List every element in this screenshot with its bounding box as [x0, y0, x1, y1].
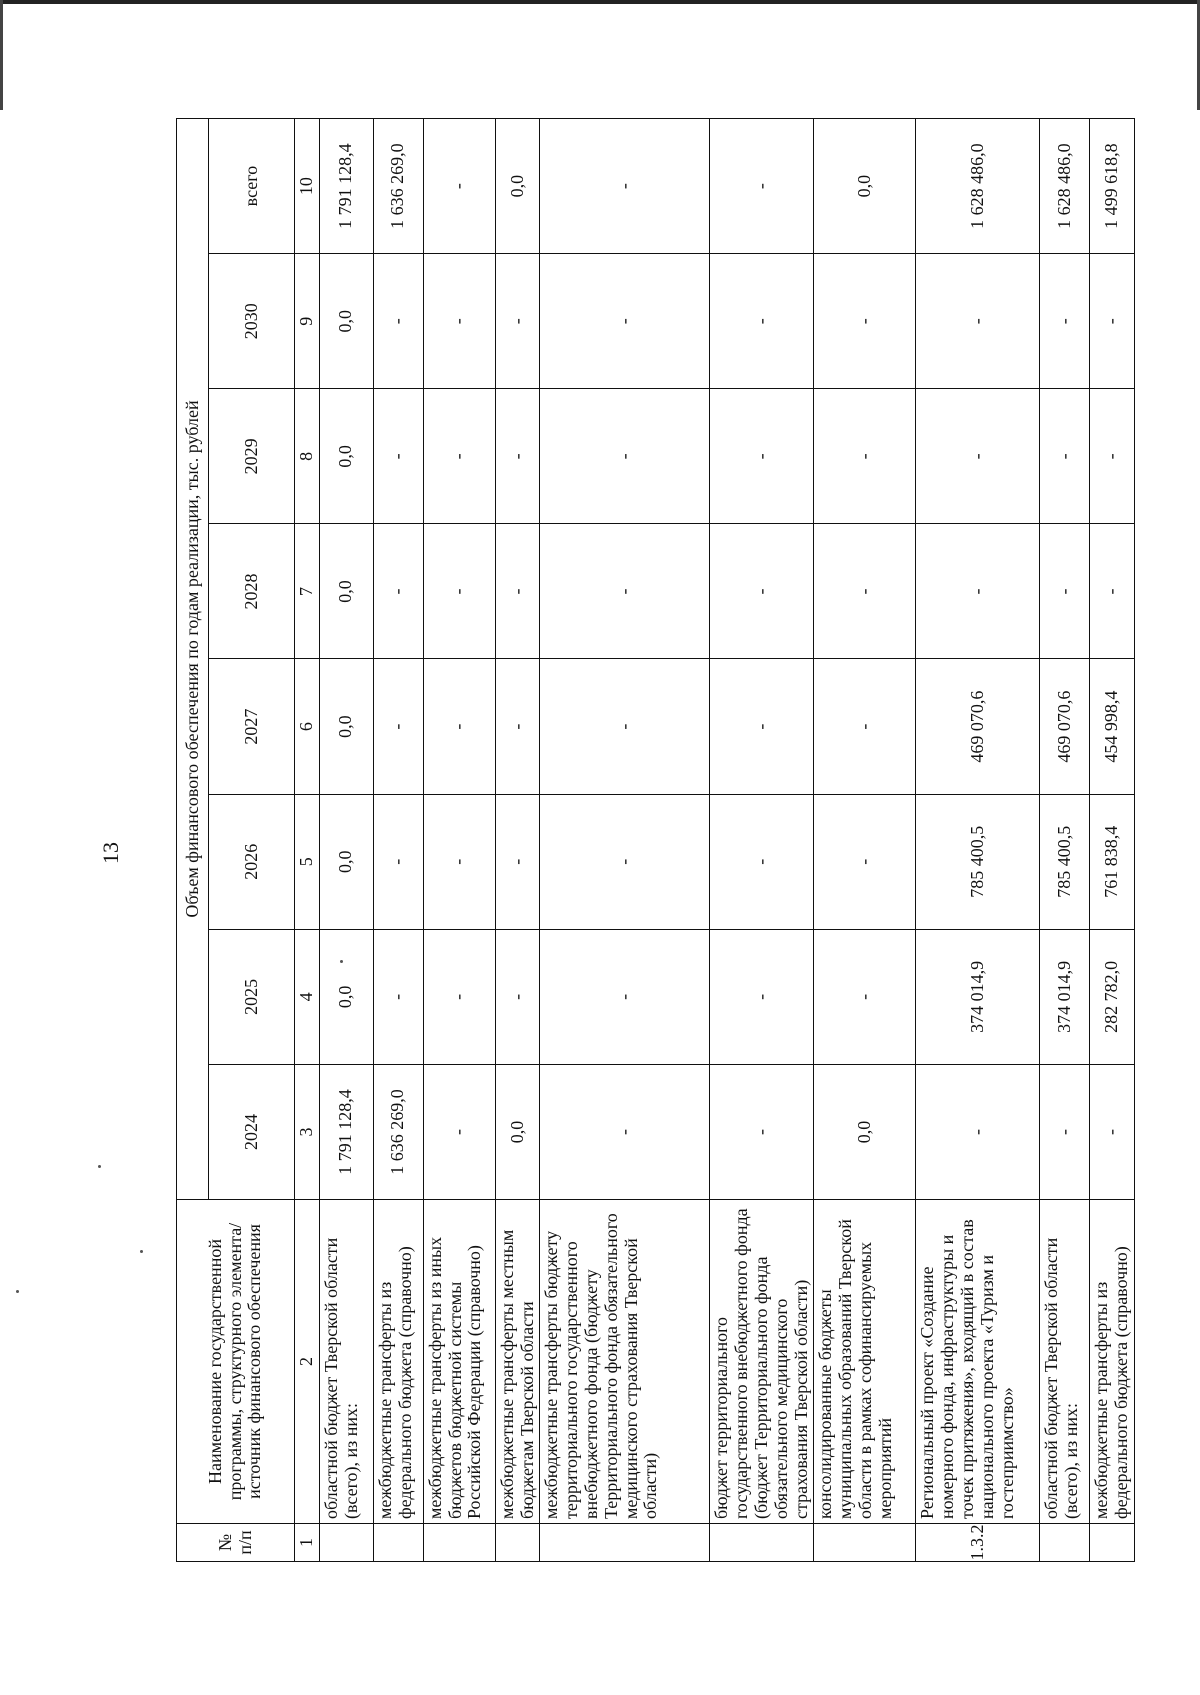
value-cell: - [710, 119, 814, 254]
header-year: 2030 [209, 254, 295, 389]
value-cell: 1 628 486,0 [1040, 119, 1090, 254]
value-cell: - [916, 524, 1040, 659]
value-cell: - [540, 1064, 710, 1199]
value-cell: 0,0 [319, 929, 373, 1064]
row-number: 1.3.2 [916, 1524, 1040, 1562]
value-cell: - [373, 659, 423, 794]
table-row [1040, 119, 1090, 1562]
value-cell: - [495, 929, 540, 1064]
header-year: 2028 [209, 524, 295, 659]
value-cell: 454 998,4 [1090, 659, 1135, 794]
value-cell: 0,0 [319, 659, 373, 794]
page-number: 13 [98, 842, 123, 864]
row-name: межбюджетные трансферты из федерального бюджета (справочно) [373, 1200, 423, 1524]
value-cell: - [710, 794, 814, 929]
value-cell: - [814, 794, 916, 929]
row-name: областной бюджет Тверской области (всего), из них: [1040, 1200, 1090, 1524]
table-row [495, 119, 540, 1562]
column-index: 3 [295, 1064, 320, 1199]
row-number [814, 1524, 916, 1562]
row-name: областной бюджет Тверской области (всего), из них: [319, 1200, 373, 1524]
value-cell: - [540, 794, 710, 929]
value-cell: 469 070,6 [1040, 659, 1090, 794]
value-cell: - [916, 389, 1040, 524]
value-cell: - [540, 659, 710, 794]
value-cell: - [710, 659, 814, 794]
column-index: 10 [295, 119, 320, 254]
header-name: Наименование государственной программы, структурного элемента/источник финансового обеспечения [177, 1200, 295, 1524]
value-cell: - [540, 254, 710, 389]
value-cell: - [1090, 524, 1135, 659]
value-cell: - [1040, 1064, 1090, 1199]
column-index: 5 [295, 794, 320, 929]
value-cell: - [373, 389, 423, 524]
scan-speck [140, 1250, 143, 1253]
value-cell: - [495, 254, 540, 389]
value-cell: - [1090, 1064, 1135, 1199]
value-cell: - [710, 524, 814, 659]
table-row [1090, 119, 1135, 1562]
table-row [916, 119, 1040, 1562]
header-year: 2029 [209, 389, 295, 524]
rotated-table-container [176, 118, 1132, 1562]
value-cell: 761 838,4 [1090, 794, 1135, 929]
value-cell: 1 791 128,4 [319, 119, 373, 254]
value-cell: - [373, 929, 423, 1064]
column-index: 1 [295, 1524, 320, 1562]
table-row [423, 119, 495, 1562]
value-cell: 0,0 [495, 1064, 540, 1199]
value-cell: - [495, 389, 540, 524]
value-cell: - [814, 659, 916, 794]
table-row [540, 119, 710, 1562]
value-cell: 374 014,9 [916, 929, 1040, 1064]
value-cell: - [1090, 254, 1135, 389]
value-cell: 1 628 486,0 [916, 119, 1040, 254]
value-cell: - [540, 389, 710, 524]
row-number [319, 1524, 373, 1562]
value-cell: - [814, 929, 916, 1064]
value-cell: - [373, 254, 423, 389]
header-year: 2026 [209, 794, 295, 929]
row-name: межбюджетные трансферты из федерального бюджета (справочно) [1090, 1200, 1135, 1524]
row-name: бюджет территориального государственного внебюджетного фонда (бюджет Территориального фонда обязательного медицинского страхования Тверской области) [710, 1200, 814, 1524]
scan-top-border [0, 0, 1200, 4]
value-cell: - [710, 389, 814, 524]
value-cell: - [1040, 254, 1090, 389]
value-cell: 785 400,5 [916, 794, 1040, 929]
value-cell: 282 782,0 [1090, 929, 1135, 1064]
value-cell: - [540, 119, 710, 254]
scan-speck [98, 1165, 101, 1168]
value-cell: - [1090, 389, 1135, 524]
value-cell: - [423, 1064, 495, 1199]
value-cell: 0,0 [319, 524, 373, 659]
value-cell: - [710, 1064, 814, 1199]
row-name: Региональный проект «Создание номерного фонда, инфраструктуры и точек притяжения», входящий в состав национального проекта «Туризм и гостеприимство» [916, 1200, 1040, 1524]
value-cell: - [495, 659, 540, 794]
value-cell: - [814, 524, 916, 659]
value-cell: 785 400,5 [1040, 794, 1090, 929]
value-cell: 0,0 [814, 119, 916, 254]
value-cell: - [423, 254, 495, 389]
value-cell: - [916, 1064, 1040, 1199]
index-row [295, 119, 320, 1562]
value-cell: - [540, 929, 710, 1064]
value-cell: 0,0 [495, 119, 540, 254]
row-number [540, 1524, 710, 1562]
table-body [319, 119, 1134, 1562]
value-cell: - [814, 254, 916, 389]
financing-table [176, 118, 1135, 1562]
row-name: межбюджетные трансферты бюджету территориального государственного внебюджетного фонда (бюджету Территориального фонда обязательного медицинского страхования Тверской области) [540, 1200, 710, 1524]
row-number [373, 1524, 423, 1562]
scan-left-edge [0, 0, 3, 110]
value-cell: - [540, 524, 710, 659]
value-cell: 469 070,6 [916, 659, 1040, 794]
table-row [710, 119, 814, 1562]
scan-speck [16, 1290, 19, 1293]
value-cell: - [495, 794, 540, 929]
value-cell: 0,0 [814, 1064, 916, 1199]
column-index: 8 [295, 389, 320, 524]
header-no: № п/п [177, 1524, 295, 1562]
value-cell: 0,0 [319, 389, 373, 524]
value-cell: - [1040, 389, 1090, 524]
value-cell: - [495, 524, 540, 659]
value-cell: - [814, 389, 916, 524]
header-total: всего [209, 119, 295, 254]
header-year: 2027 [209, 659, 295, 794]
row-number [1040, 1524, 1090, 1562]
value-cell: 1 791 128,4 [319, 1064, 373, 1199]
value-cell: - [710, 254, 814, 389]
value-cell: 1 636 269,0 [373, 119, 423, 254]
value-cell: - [710, 929, 814, 1064]
value-cell: - [423, 794, 495, 929]
table-row [814, 119, 916, 1562]
row-number [495, 1524, 540, 1562]
value-cell: - [916, 254, 1040, 389]
row-number [1090, 1524, 1135, 1562]
column-index: 6 [295, 659, 320, 794]
value-cell: - [1040, 524, 1090, 659]
value-cell: 374 014,9 [1040, 929, 1090, 1064]
value-cell: 1 499 618,8 [1090, 119, 1135, 254]
column-index: 9 [295, 254, 320, 389]
value-cell: - [423, 524, 495, 659]
column-index: 7 [295, 524, 320, 659]
value-cell: - [423, 929, 495, 1064]
table-row [319, 119, 373, 1562]
row-name: межбюджетные трансферты местным бюджетам Тверской области [495, 1200, 540, 1524]
header-volume: Объем финансового обеспечения по годам реализации, тыс. рублей [177, 119, 209, 1200]
header-year: 2025 [209, 929, 295, 1064]
table-row [373, 119, 423, 1562]
header-year: 2024 [209, 1064, 295, 1199]
value-cell: 0,0 [319, 794, 373, 929]
row-number [423, 1524, 495, 1562]
row-number [710, 1524, 814, 1562]
value-cell: - [423, 659, 495, 794]
value-cell: 1 636 269,0 [373, 1064, 423, 1199]
column-index: 2 [295, 1200, 320, 1524]
column-index: 4 [295, 929, 320, 1064]
value-cell: - [423, 119, 495, 254]
header-row-1 [177, 119, 209, 1562]
row-name: консолидированные бюджеты муниципальных образований Тверской области в рамках софинансируемых мероприятий [814, 1200, 916, 1524]
row-name: межбюджетные трансферты из иных бюджетов бюджетной системы Российской Федерации (справочно) [423, 1200, 495, 1524]
value-cell: 0,0 [319, 254, 373, 389]
value-cell: - [423, 389, 495, 524]
value-cell: - [373, 524, 423, 659]
value-cell: - [373, 794, 423, 929]
